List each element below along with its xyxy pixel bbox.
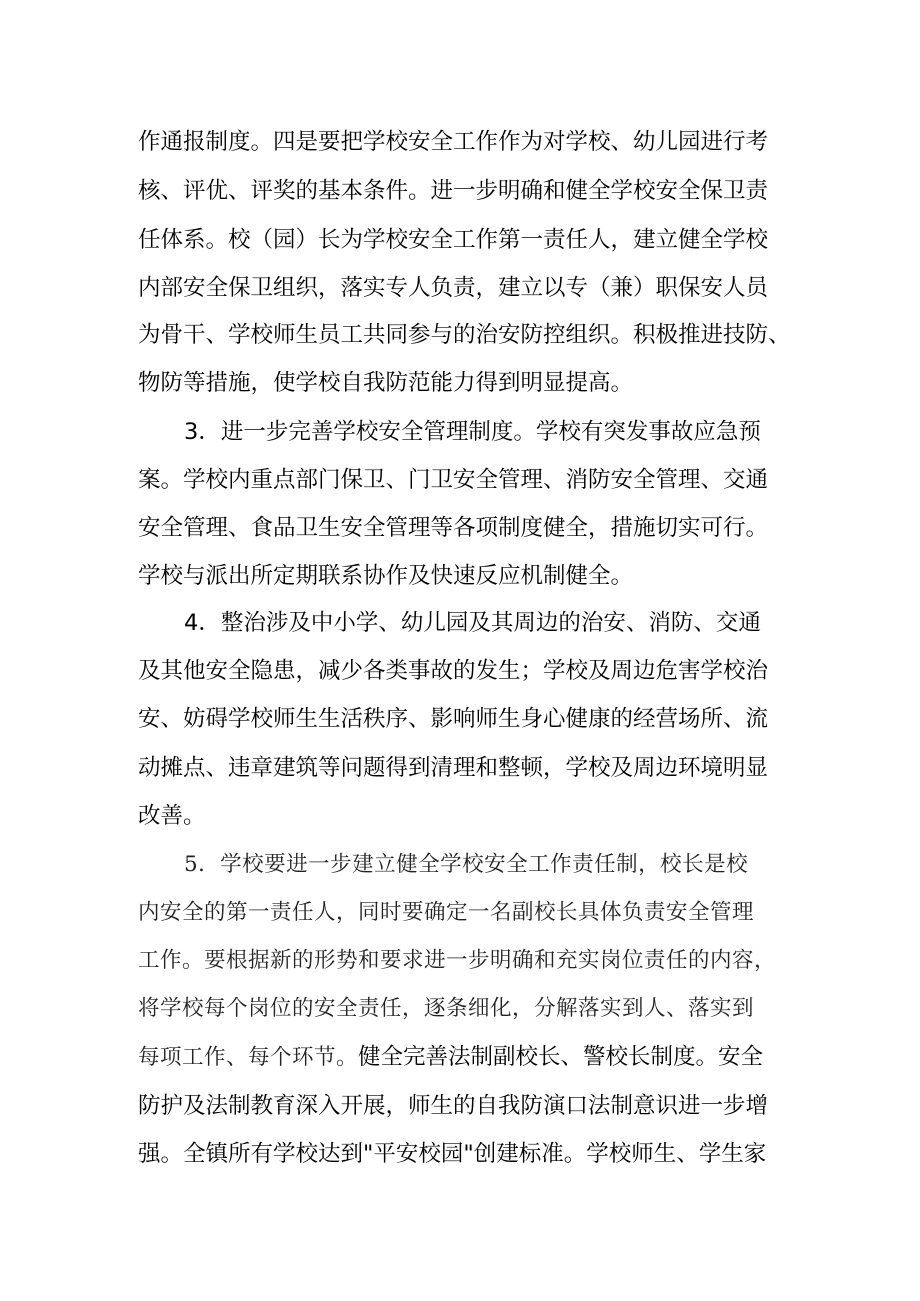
text-line: 核、评优、评奖的基本条件。进一步明确和健全学校安全保卫责 [138,178,769,204]
text-segment: 健全完善法制副校长、警校长制度。安全 [358,1044,764,1070]
text-line: 防护及法制教育深入开展，师生的自我防演口法制意识进一步增 [138,1093,769,1119]
text-segment: 每项工作、每个环节。 [138,1045,359,1070]
text-line: 工作。要根据新的形势和要求进一步明确和充实岗位责任的内容， [138,948,777,973]
text-line: 动摊点、违章建筑等问题得到清理和整顿，学校及周边环境明显 [138,755,769,781]
text-line: 任体系。校（园）长为学校安全工作第一责任人，建立健全学校 [138,227,769,253]
paragraph-5-first-line: 5．学校要进一步建立健全学校安全工作责任制，校长是校 [184,852,749,877]
text-line-mixed [138,1037,798,1077]
text-line: 物防等措施，使学校自我防范能力得到明显提高。 [138,370,634,396]
text-line: 为骨干、学校师生员工共同参与的治安防控组织。积极推进技防、 [138,322,791,348]
text-line: 强。全镇所有学校达到"平安校园"创建标准。学校师生、学生家 [138,1141,767,1167]
text-line: 内安全的第一责任人，同时要确定一名副校长具体负责安全管理 [138,900,755,925]
text-line: 作通报制度。四是要把学校安全工作作为对学校、幼儿园进行考 [138,129,769,155]
text-line: 及其他安全隐患，减少各类事故的发生；学校及周边危害学校治 [138,658,769,684]
text-line: 案。学校内重点部门保卫、门卫安全管理、消防安全管理、交通 [138,467,769,493]
text-line: 学校与派出所定期联系协作及快速反应机制健全。 [138,563,634,589]
text-line: 将学校每个岗位的安全责任，逐条细化，分解落实到人、落实到 [138,996,755,1021]
paragraph-4-first-line: 4．整治涉及中小学、幼儿园及其周边的治安、消防、交通 [184,610,761,636]
text-line: 内部安全保卫组织，落实专人负责，建立以专（兼）职保安人员 [138,275,769,301]
paragraph-3-first-line: 3．进一步完善学校安全管理制度。学校有突发事故应急预 [184,419,761,445]
text-line: 安全管理、食品卫生安全管理等各项制度健全，措施切实可行。 [138,515,769,541]
text-line: 安、妨碍学校师生生活秩序、影响师生身心健康的经营场所、流 [138,706,769,732]
text-line: 改善。 [138,803,206,829]
